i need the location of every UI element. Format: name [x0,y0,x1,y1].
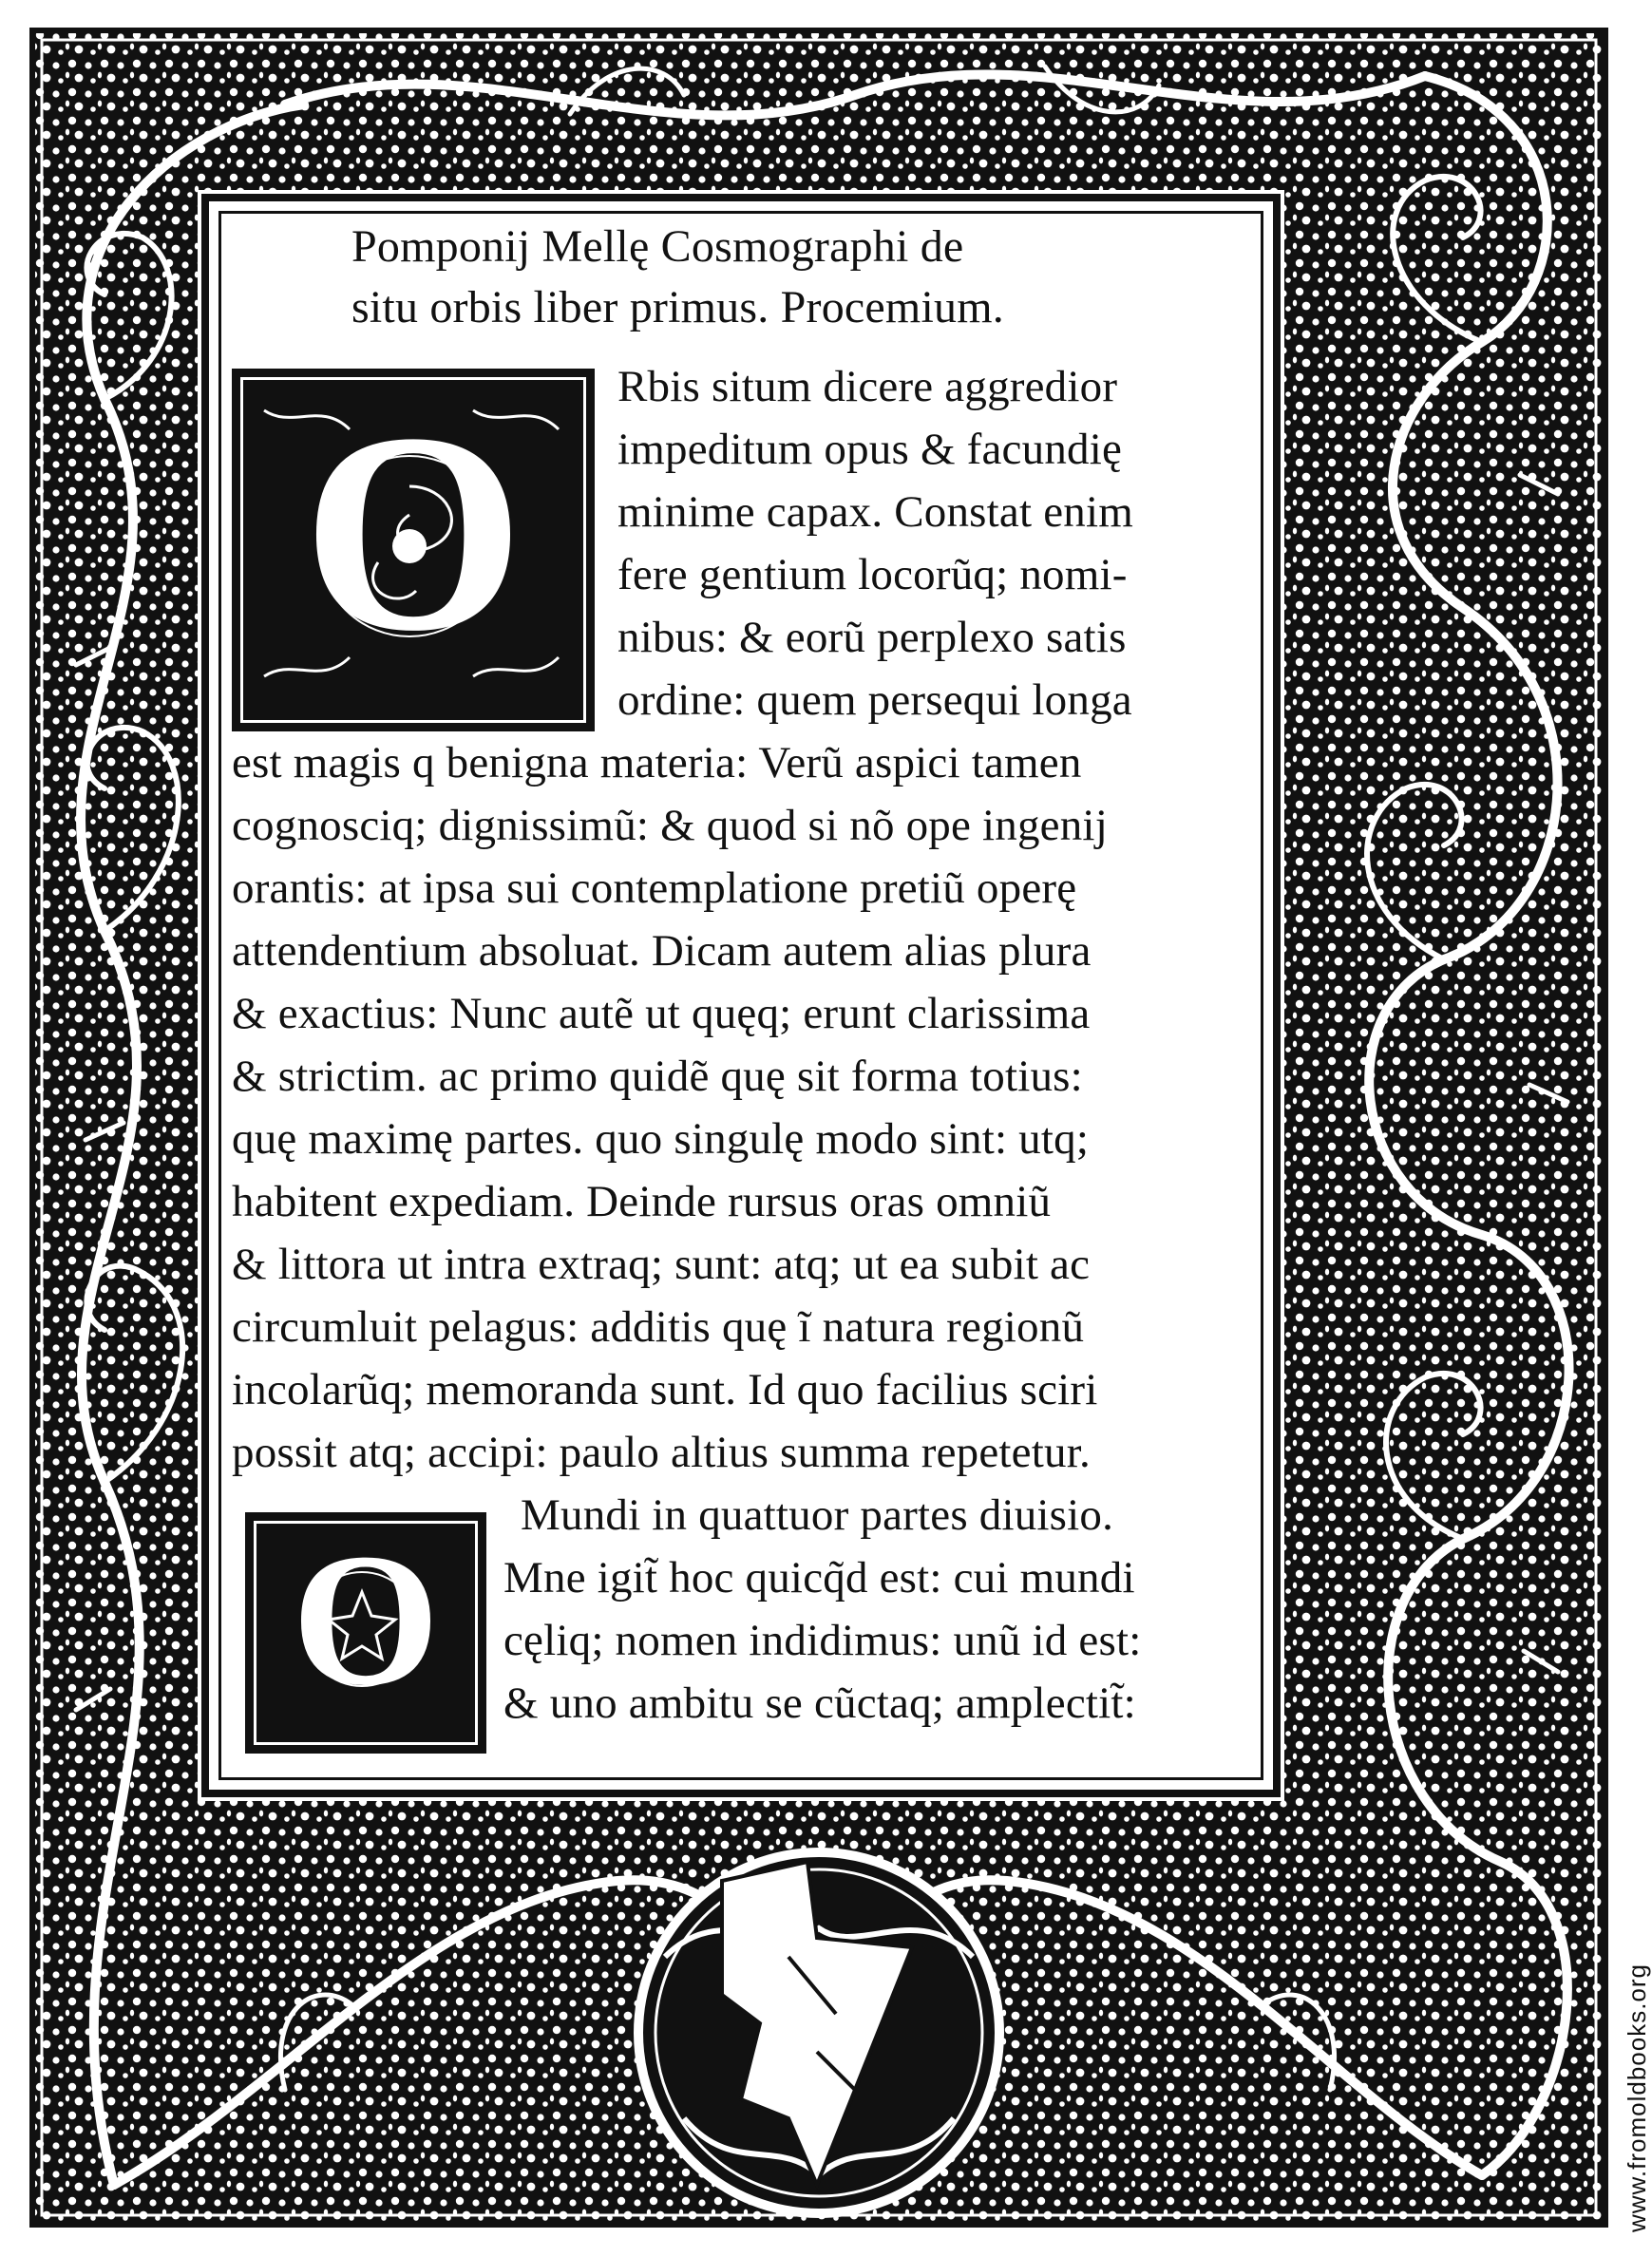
body-line: circumluit pelagus: additis quę ĩ natura regionũ [232,1302,1085,1352]
body-line: habitent expediam. Deinde rursus oras omniũ [232,1177,1052,1226]
body-line: & uno ambitu se cũctaq; amplectit̃: [503,1679,1136,1728]
body-line: fere gentium locorũq; nomi- [617,550,1128,599]
body-line: quę maximę partes. quo singulę modo sint: utq; [232,1114,1090,1164]
body-line: incolarũq; memoranda sunt. Id quo facilius sciri [232,1365,1098,1414]
bottom-medallion [638,1852,999,2213]
body-line: possit atq; accipi: paulo altius summa repetetur. [232,1428,1091,1477]
body-line: Rbis situm dicere aggredior [617,362,1118,411]
body-line: cęliq; nomen indidimus: unũ id est: [503,1616,1142,1665]
watermark-url: www.fromoldbooks.org [1623,1954,1652,2242]
body-line: impeditum opus & facundię [617,425,1123,474]
body-line: Mne igit̃ hoc quicq̃d est: cui mundi [503,1553,1135,1603]
body-line: & strictim. ac primo quidẽ quę sit forma totius: [232,1052,1083,1101]
decorated-initial-o-second [245,1512,486,1754]
body-line: & exactius: Nunc autẽ ut quęq; erunt clarissima [232,989,1091,1038]
initial-letter: O [302,374,524,690]
section-title: Mundi in quattuor partes diuisio. [521,1490,1114,1540]
heading-line-2: situ orbis liber primus. Procemium. [351,282,1004,332]
body-line: minime capax. Constat enim [617,487,1133,537]
body-line: ordine: quem persequi longa [617,675,1132,725]
body-line: nibus: & eorũ perplexo satis [617,613,1127,662]
body-line: orantis: at ipsa sui contemplatione pretiũ operę [232,863,1077,913]
body-line: attendentium absoluat. Dicam autem alias plura [232,926,1092,976]
initial-letter: O [292,1515,440,1725]
body-line: cognosciq; dignissimũ: & quod si nõ ope ingenij [232,801,1108,850]
heading-line-1: Pomponij Mellę Cosmographi de [351,221,964,272]
body-line: & littora ut intra extraq; sunt: atq; ut ea subit ac [232,1240,1091,1289]
body-line: est magis q benigna materia: Verũ aspici tamen [232,738,1082,787]
decorated-initial-o [232,369,595,731]
